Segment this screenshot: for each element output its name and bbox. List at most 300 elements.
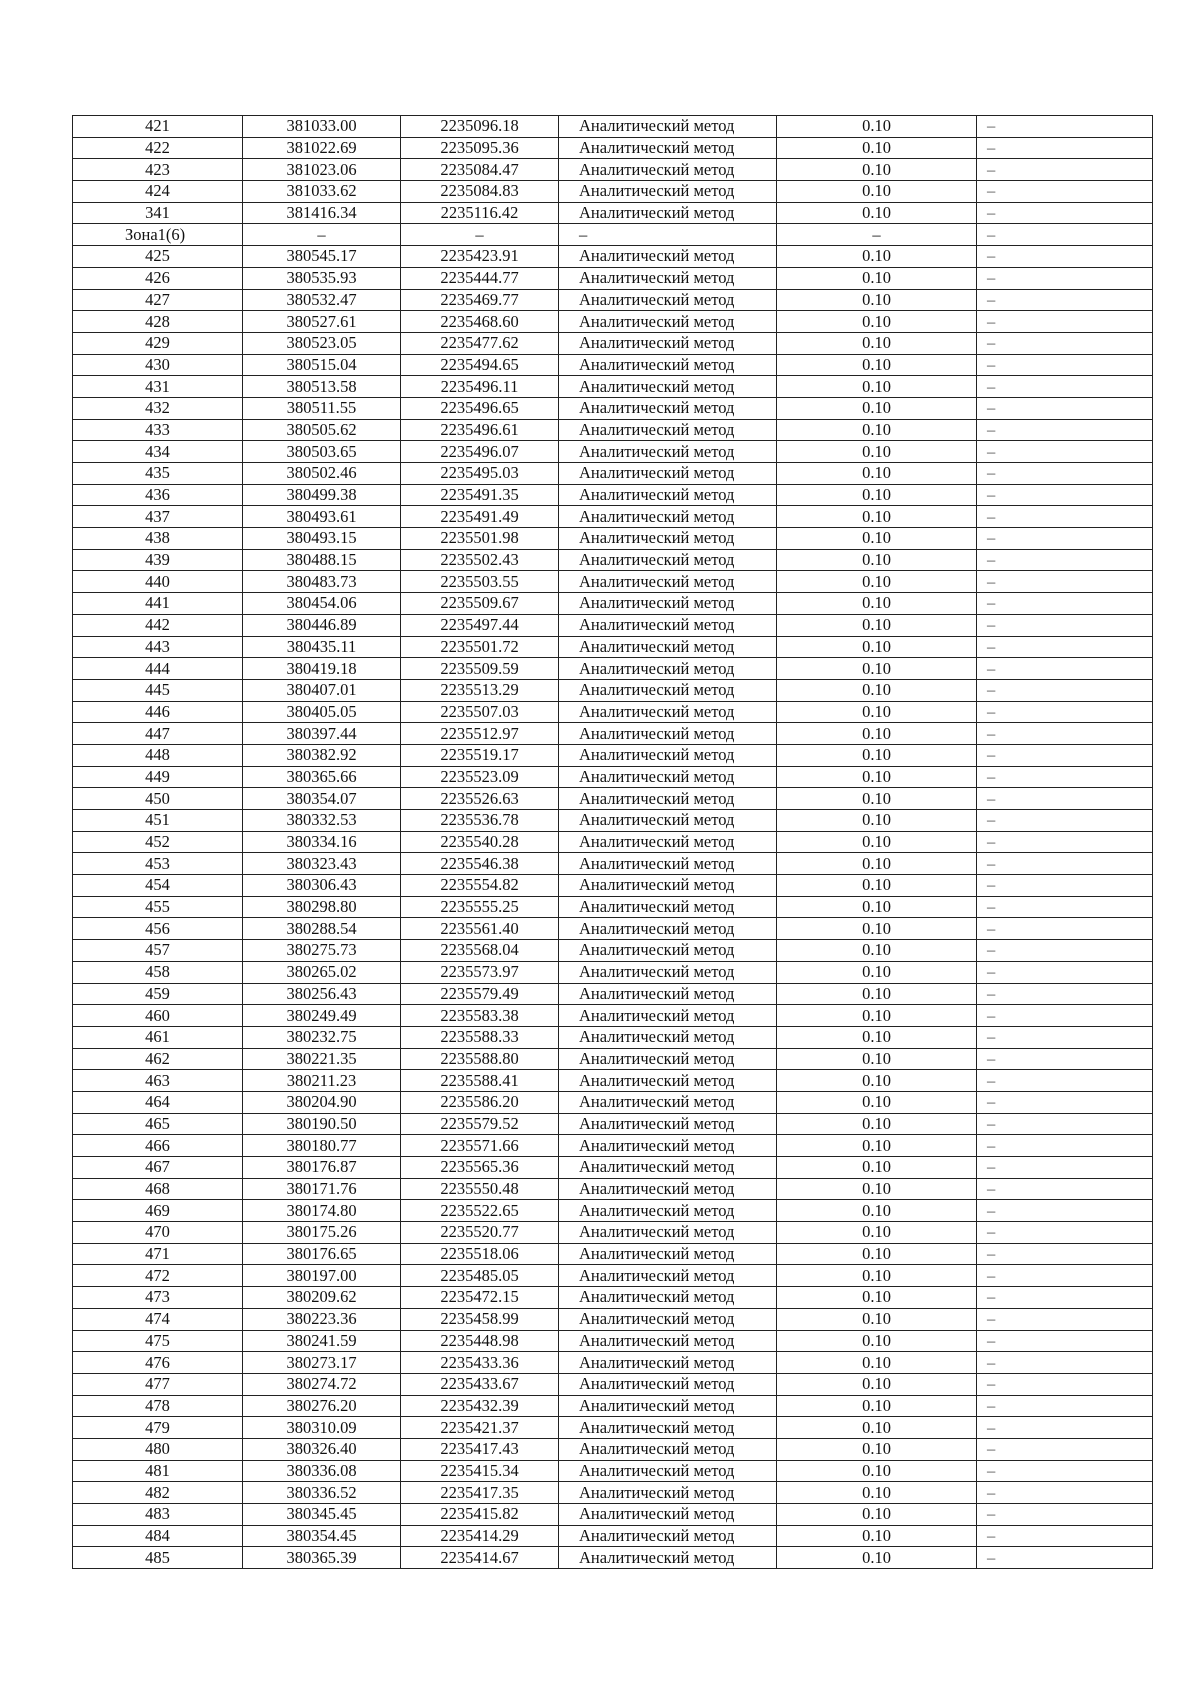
- description-cell: –: [977, 549, 1153, 571]
- y-coordinate-cell: 2235491.49: [401, 506, 559, 528]
- point-number-cell: 438: [73, 528, 243, 550]
- point-number-cell: 421: [73, 116, 243, 138]
- table-row: [73, 723, 1153, 745]
- method-cell: Аналитический метод: [559, 940, 777, 962]
- y-coordinate-cell: 2235588.80: [401, 1048, 559, 1070]
- description-cell: –: [977, 1178, 1153, 1200]
- description-cell: –: [977, 528, 1153, 550]
- table-row: [73, 571, 1153, 593]
- accuracy-cell: 0.10: [777, 896, 977, 918]
- y-coordinate-cell: 2235501.98: [401, 528, 559, 550]
- x-coordinate-cell: 380499.38: [243, 484, 401, 506]
- accuracy-cell: 0.10: [777, 506, 977, 528]
- x-coordinate-cell: 380407.01: [243, 679, 401, 701]
- x-coordinate-cell: 381023.06: [243, 159, 401, 181]
- table-row: [73, 1417, 1153, 1439]
- description-cell: –: [977, 1438, 1153, 1460]
- accuracy-cell: 0.10: [777, 961, 977, 983]
- accuracy-cell: 0.10: [777, 1048, 977, 1070]
- accuracy-cell: 0.10: [777, 788, 977, 810]
- method-cell: Аналитический метод: [559, 658, 777, 680]
- y-coordinate-cell: 2235571.66: [401, 1135, 559, 1157]
- x-coordinate-cell: 380397.44: [243, 723, 401, 745]
- table-row: [73, 896, 1153, 918]
- y-coordinate-cell: 2235513.29: [401, 679, 559, 701]
- accuracy-cell: 0.10: [777, 1352, 977, 1374]
- method-cell: Аналитический метод: [559, 354, 777, 376]
- point-number-cell: 475: [73, 1330, 243, 1352]
- description-cell: –: [977, 1395, 1153, 1417]
- x-coordinate-cell: 380523.05: [243, 332, 401, 354]
- point-number-cell: 449: [73, 766, 243, 788]
- y-coordinate-cell: 2235496.07: [401, 441, 559, 463]
- description-cell: –: [977, 202, 1153, 224]
- accuracy-cell: 0.10: [777, 1113, 977, 1135]
- point-number-cell: 423: [73, 159, 243, 181]
- x-coordinate-cell: 381416.34: [243, 202, 401, 224]
- point-number-cell: 483: [73, 1504, 243, 1526]
- point-number-cell: 445: [73, 679, 243, 701]
- accuracy-cell: 0.10: [777, 267, 977, 289]
- y-coordinate-cell: 2235519.17: [401, 744, 559, 766]
- table-row: [73, 137, 1153, 159]
- point-number-cell: 456: [73, 918, 243, 940]
- method-cell: Аналитический метод: [559, 1504, 777, 1526]
- accuracy-cell: 0.10: [777, 679, 977, 701]
- table-row: [73, 1330, 1153, 1352]
- table-row: [73, 961, 1153, 983]
- point-number-cell: 455: [73, 896, 243, 918]
- y-coordinate-cell: 2235509.67: [401, 593, 559, 615]
- method-cell: Аналитический метод: [559, 983, 777, 1005]
- method-cell: Аналитический метод: [559, 267, 777, 289]
- accuracy-cell: 0.10: [777, 1178, 977, 1200]
- method-cell: Аналитический метод: [559, 419, 777, 441]
- accuracy-cell: 0.10: [777, 376, 977, 398]
- point-number-cell: 452: [73, 831, 243, 853]
- point-number-cell: 460: [73, 1005, 243, 1027]
- accuracy-cell: 0.10: [777, 614, 977, 636]
- description-cell: –: [977, 1113, 1153, 1135]
- y-coordinate-cell: 2235084.83: [401, 181, 559, 203]
- description-cell: –: [977, 744, 1153, 766]
- y-coordinate-cell: 2235579.52: [401, 1113, 559, 1135]
- accuracy-cell: 0.10: [777, 853, 977, 875]
- accuracy-cell: 0.10: [777, 181, 977, 203]
- x-coordinate-cell: 380365.66: [243, 766, 401, 788]
- accuracy-cell: 0.10: [777, 1525, 977, 1547]
- y-coordinate-cell: 2235491.35: [401, 484, 559, 506]
- table-row: [73, 1308, 1153, 1330]
- table-row: [73, 267, 1153, 289]
- y-coordinate-cell: 2235095.36: [401, 137, 559, 159]
- table-row: [73, 1504, 1153, 1526]
- method-cell: Аналитический метод: [559, 766, 777, 788]
- description-cell: –: [977, 679, 1153, 701]
- method-cell: Аналитический метод: [559, 1395, 777, 1417]
- description-cell: –: [977, 484, 1153, 506]
- description-cell: –: [977, 1243, 1153, 1265]
- accuracy-cell: 0.10: [777, 1373, 977, 1395]
- description-cell: –: [977, 896, 1153, 918]
- description-cell: –: [977, 1308, 1153, 1330]
- table-row: [73, 614, 1153, 636]
- point-number-cell: 440: [73, 571, 243, 593]
- y-coordinate-cell: 2235586.20: [401, 1091, 559, 1113]
- method-cell: Аналитический метод: [559, 679, 777, 701]
- method-cell: Аналитический метод: [559, 1157, 777, 1179]
- accuracy-cell: 0.10: [777, 116, 977, 138]
- y-coordinate-cell: 2235444.77: [401, 267, 559, 289]
- accuracy-cell: 0.10: [777, 549, 977, 571]
- table-row: [73, 766, 1153, 788]
- x-coordinate-cell: 380545.17: [243, 246, 401, 268]
- point-number-cell: 444: [73, 658, 243, 680]
- method-cell: Аналитический метод: [559, 1113, 777, 1135]
- table-row: [73, 679, 1153, 701]
- accuracy-cell: 0.10: [777, 354, 977, 376]
- description-cell: –: [977, 571, 1153, 593]
- method-cell: Аналитический метод: [559, 311, 777, 333]
- method-cell: Аналитический метод: [559, 116, 777, 138]
- accuracy-cell: 0.10: [777, 246, 977, 268]
- y-coordinate-cell: 2235518.06: [401, 1243, 559, 1265]
- table-row: [73, 463, 1153, 485]
- method-cell: Аналитический метод: [559, 1330, 777, 1352]
- method-cell: Аналитический метод: [559, 289, 777, 311]
- y-coordinate-cell: 2235496.65: [401, 397, 559, 419]
- y-coordinate-cell: 2235497.44: [401, 614, 559, 636]
- method-cell: –: [559, 224, 777, 246]
- point-number-cell: 442: [73, 614, 243, 636]
- table-row: [73, 376, 1153, 398]
- y-coordinate-cell: 2235555.25: [401, 896, 559, 918]
- accuracy-cell: 0.10: [777, 636, 977, 658]
- method-cell: Аналитический метод: [559, 246, 777, 268]
- point-number-cell: 472: [73, 1265, 243, 1287]
- y-coordinate-cell: 2235546.38: [401, 853, 559, 875]
- description-cell: –: [977, 918, 1153, 940]
- y-coordinate-cell: 2235417.43: [401, 1438, 559, 1460]
- description-cell: –: [977, 1265, 1153, 1287]
- description-cell: –: [977, 788, 1153, 810]
- method-cell: Аналитический метод: [559, 463, 777, 485]
- method-cell: Аналитический метод: [559, 1287, 777, 1309]
- method-cell: Аналитический метод: [559, 810, 777, 832]
- x-coordinate-cell: 380527.61: [243, 311, 401, 333]
- table-row: [73, 116, 1153, 138]
- description-cell: –: [977, 224, 1153, 246]
- point-number-cell: 482: [73, 1482, 243, 1504]
- description-cell: –: [977, 506, 1153, 528]
- point-number-cell: 477: [73, 1373, 243, 1395]
- table-row: [73, 918, 1153, 940]
- table-row: [73, 1070, 1153, 1092]
- accuracy-cell: 0.10: [777, 1243, 977, 1265]
- accuracy-cell: 0.10: [777, 744, 977, 766]
- y-coordinate-cell: 2235415.34: [401, 1460, 559, 1482]
- method-cell: Аналитический метод: [559, 1005, 777, 1027]
- description-cell: –: [977, 1547, 1153, 1569]
- x-coordinate-cell: 380493.15: [243, 528, 401, 550]
- table-row: [73, 701, 1153, 723]
- method-cell: Аналитический метод: [559, 1026, 777, 1048]
- description-cell: –: [977, 137, 1153, 159]
- x-coordinate-cell: 380176.65: [243, 1243, 401, 1265]
- y-coordinate-cell: 2235536.78: [401, 810, 559, 832]
- point-number-cell: 451: [73, 810, 243, 832]
- y-coordinate-cell: 2235472.15: [401, 1287, 559, 1309]
- table-row: [73, 1373, 1153, 1395]
- x-coordinate-cell: 380405.05: [243, 701, 401, 723]
- table-row: [73, 528, 1153, 550]
- description-cell: –: [977, 397, 1153, 419]
- method-cell: Аналитический метод: [559, 1373, 777, 1395]
- y-coordinate-cell: 2235096.18: [401, 116, 559, 138]
- coordinates-table-body: [73, 116, 1153, 1569]
- y-coordinate-cell: 2235423.91: [401, 246, 559, 268]
- method-cell: Аналитический метод: [559, 744, 777, 766]
- accuracy-cell: 0.10: [777, 766, 977, 788]
- y-coordinate-cell: 2235579.49: [401, 983, 559, 1005]
- y-coordinate-cell: 2235573.97: [401, 961, 559, 983]
- point-number-cell: 471: [73, 1243, 243, 1265]
- point-number-cell: Зона1(6): [73, 224, 243, 246]
- accuracy-cell: 0.10: [777, 441, 977, 463]
- method-cell: Аналитический метод: [559, 1200, 777, 1222]
- description-cell: –: [977, 1135, 1153, 1157]
- x-coordinate-cell: 380354.45: [243, 1525, 401, 1547]
- y-coordinate-cell: 2235565.36: [401, 1157, 559, 1179]
- accuracy-cell: 0.10: [777, 289, 977, 311]
- y-coordinate-cell: 2235495.03: [401, 463, 559, 485]
- x-coordinate-cell: 380435.11: [243, 636, 401, 658]
- y-coordinate-cell: 2235522.65: [401, 1200, 559, 1222]
- accuracy-cell: 0.10: [777, 701, 977, 723]
- x-coordinate-cell: 380532.47: [243, 289, 401, 311]
- description-cell: –: [977, 831, 1153, 853]
- y-coordinate-cell: 2235496.61: [401, 419, 559, 441]
- x-coordinate-cell: 380336.52: [243, 1482, 401, 1504]
- description-cell: –: [977, 181, 1153, 203]
- description-cell: –: [977, 853, 1153, 875]
- coordinates-table: [72, 115, 1153, 1569]
- table-row: [73, 1352, 1153, 1374]
- method-cell: Аналитический метод: [559, 614, 777, 636]
- point-number-cell: 447: [73, 723, 243, 745]
- description-cell: –: [977, 983, 1153, 1005]
- x-coordinate-cell: 380419.18: [243, 658, 401, 680]
- accuracy-cell: 0.10: [777, 1395, 977, 1417]
- point-number-cell: 422: [73, 137, 243, 159]
- table-row: [73, 1547, 1153, 1569]
- accuracy-cell: 0.10: [777, 137, 977, 159]
- description-cell: –: [977, 875, 1153, 897]
- table-row: [73, 853, 1153, 875]
- accuracy-cell: 0.10: [777, 1308, 977, 1330]
- y-coordinate-cell: 2235502.43: [401, 549, 559, 571]
- point-number-cell: 341: [73, 202, 243, 224]
- table-row: [73, 658, 1153, 680]
- description-cell: –: [977, 593, 1153, 615]
- x-coordinate-cell: 380223.36: [243, 1308, 401, 1330]
- point-number-cell: 439: [73, 549, 243, 571]
- point-number-cell: 437: [73, 506, 243, 528]
- x-coordinate-cell: 380306.43: [243, 875, 401, 897]
- y-coordinate-cell: 2235496.11: [401, 376, 559, 398]
- point-number-cell: 441: [73, 593, 243, 615]
- point-number-cell: 473: [73, 1287, 243, 1309]
- method-cell: Аналитический метод: [559, 137, 777, 159]
- x-coordinate-cell: 381022.69: [243, 137, 401, 159]
- accuracy-cell: 0.10: [777, 484, 977, 506]
- description-cell: –: [977, 1330, 1153, 1352]
- y-coordinate-cell: 2235458.99: [401, 1308, 559, 1330]
- table-row: [73, 354, 1153, 376]
- y-coordinate-cell: 2235520.77: [401, 1222, 559, 1244]
- table-row: [73, 810, 1153, 832]
- x-coordinate-cell: 380505.62: [243, 419, 401, 441]
- table-row: [73, 1222, 1153, 1244]
- accuracy-cell: 0.10: [777, 1091, 977, 1113]
- method-cell: Аналитический метод: [559, 593, 777, 615]
- point-number-cell: 434: [73, 441, 243, 463]
- table-row: [73, 1460, 1153, 1482]
- accuracy-cell: 0.10: [777, 918, 977, 940]
- method-cell: Аналитический метод: [559, 918, 777, 940]
- x-coordinate-cell: 380326.40: [243, 1438, 401, 1460]
- x-coordinate-cell: 380175.26: [243, 1222, 401, 1244]
- table-row: [73, 332, 1153, 354]
- y-coordinate-cell: 2235477.62: [401, 332, 559, 354]
- table-row: [73, 246, 1153, 268]
- point-number-cell: 458: [73, 961, 243, 983]
- accuracy-cell: 0.10: [777, 311, 977, 333]
- x-coordinate-cell: 380241.59: [243, 1330, 401, 1352]
- y-coordinate-cell: 2235512.97: [401, 723, 559, 745]
- x-coordinate-cell: 380354.07: [243, 788, 401, 810]
- accuracy-cell: 0.10: [777, 593, 977, 615]
- x-coordinate-cell: 380323.43: [243, 853, 401, 875]
- method-cell: Аналитический метод: [559, 1135, 777, 1157]
- x-coordinate-cell: 380515.04: [243, 354, 401, 376]
- table-row: [73, 983, 1153, 1005]
- point-number-cell: 467: [73, 1157, 243, 1179]
- x-coordinate-cell: 380310.09: [243, 1417, 401, 1439]
- x-coordinate-cell: –: [243, 224, 401, 246]
- point-number-cell: 480: [73, 1438, 243, 1460]
- method-cell: Аналитический метод: [559, 896, 777, 918]
- y-coordinate-cell: 2235084.47: [401, 159, 559, 181]
- method-cell: Аналитический метод: [559, 202, 777, 224]
- point-number-cell: 481: [73, 1460, 243, 1482]
- table-row: [73, 397, 1153, 419]
- method-cell: Аналитический метод: [559, 961, 777, 983]
- table-row: [73, 506, 1153, 528]
- description-cell: –: [977, 419, 1153, 441]
- accuracy-cell: 0.10: [777, 810, 977, 832]
- accuracy-cell: 0.10: [777, 1070, 977, 1092]
- table-row: [73, 1178, 1153, 1200]
- method-cell: Аналитический метод: [559, 397, 777, 419]
- y-coordinate-cell: 2235507.03: [401, 701, 559, 723]
- table-row: [73, 831, 1153, 853]
- point-number-cell: 476: [73, 1352, 243, 1374]
- y-coordinate-cell: 2235523.09: [401, 766, 559, 788]
- x-coordinate-cell: 381033.00: [243, 116, 401, 138]
- x-coordinate-cell: 380298.80: [243, 896, 401, 918]
- x-coordinate-cell: 380174.80: [243, 1200, 401, 1222]
- point-number-cell: 453: [73, 853, 243, 875]
- point-number-cell: 435: [73, 463, 243, 485]
- x-coordinate-cell: 381033.62: [243, 181, 401, 203]
- description-cell: –: [977, 723, 1153, 745]
- description-cell: –: [977, 1525, 1153, 1547]
- y-coordinate-cell: 2235588.41: [401, 1070, 559, 1092]
- x-coordinate-cell: 380180.77: [243, 1135, 401, 1157]
- point-number-cell: 433: [73, 419, 243, 441]
- table-row: [73, 289, 1153, 311]
- method-cell: Аналитический метод: [559, 1525, 777, 1547]
- y-coordinate-cell: 2235415.82: [401, 1504, 559, 1526]
- description-cell: –: [977, 267, 1153, 289]
- y-coordinate-cell: 2235448.98: [401, 1330, 559, 1352]
- method-cell: Аналитический метод: [559, 1091, 777, 1113]
- y-coordinate-cell: 2235469.77: [401, 289, 559, 311]
- point-number-cell: 448: [73, 744, 243, 766]
- description-cell: –: [977, 1482, 1153, 1504]
- x-coordinate-cell: 380513.58: [243, 376, 401, 398]
- x-coordinate-cell: 380276.20: [243, 1395, 401, 1417]
- accuracy-cell: –: [777, 224, 977, 246]
- y-coordinate-cell: 2235550.48: [401, 1178, 559, 1200]
- description-cell: –: [977, 658, 1153, 680]
- point-number-cell: 470: [73, 1222, 243, 1244]
- accuracy-cell: 0.10: [777, 983, 977, 1005]
- description-cell: –: [977, 1504, 1153, 1526]
- x-coordinate-cell: 380488.15: [243, 549, 401, 571]
- y-coordinate-cell: 2235485.05: [401, 1265, 559, 1287]
- method-cell: Аналитический метод: [559, 701, 777, 723]
- description-cell: –: [977, 1352, 1153, 1374]
- accuracy-cell: 0.10: [777, 1417, 977, 1439]
- accuracy-cell: 0.10: [777, 1222, 977, 1244]
- table-row: [73, 1395, 1153, 1417]
- y-coordinate-cell: 2235588.33: [401, 1026, 559, 1048]
- point-number-cell: 465: [73, 1113, 243, 1135]
- table-row: [73, 549, 1153, 571]
- y-coordinate-cell: 2235414.29: [401, 1525, 559, 1547]
- table-row: [73, 636, 1153, 658]
- x-coordinate-cell: 380275.73: [243, 940, 401, 962]
- point-number-cell: 468: [73, 1178, 243, 1200]
- table-row: [73, 1135, 1153, 1157]
- point-number-cell: 428: [73, 311, 243, 333]
- table-row: [73, 1026, 1153, 1048]
- x-coordinate-cell: 380274.72: [243, 1373, 401, 1395]
- method-cell: Аналитический метод: [559, 831, 777, 853]
- accuracy-cell: 0.10: [777, 159, 977, 181]
- accuracy-cell: 0.10: [777, 1438, 977, 1460]
- description-cell: –: [977, 1222, 1153, 1244]
- accuracy-cell: 0.10: [777, 723, 977, 745]
- method-cell: Аналитический метод: [559, 1482, 777, 1504]
- x-coordinate-cell: 380249.49: [243, 1005, 401, 1027]
- accuracy-cell: 0.10: [777, 1005, 977, 1027]
- y-coordinate-cell: 2235433.36: [401, 1352, 559, 1374]
- x-coordinate-cell: 380273.17: [243, 1352, 401, 1374]
- point-number-cell: 429: [73, 332, 243, 354]
